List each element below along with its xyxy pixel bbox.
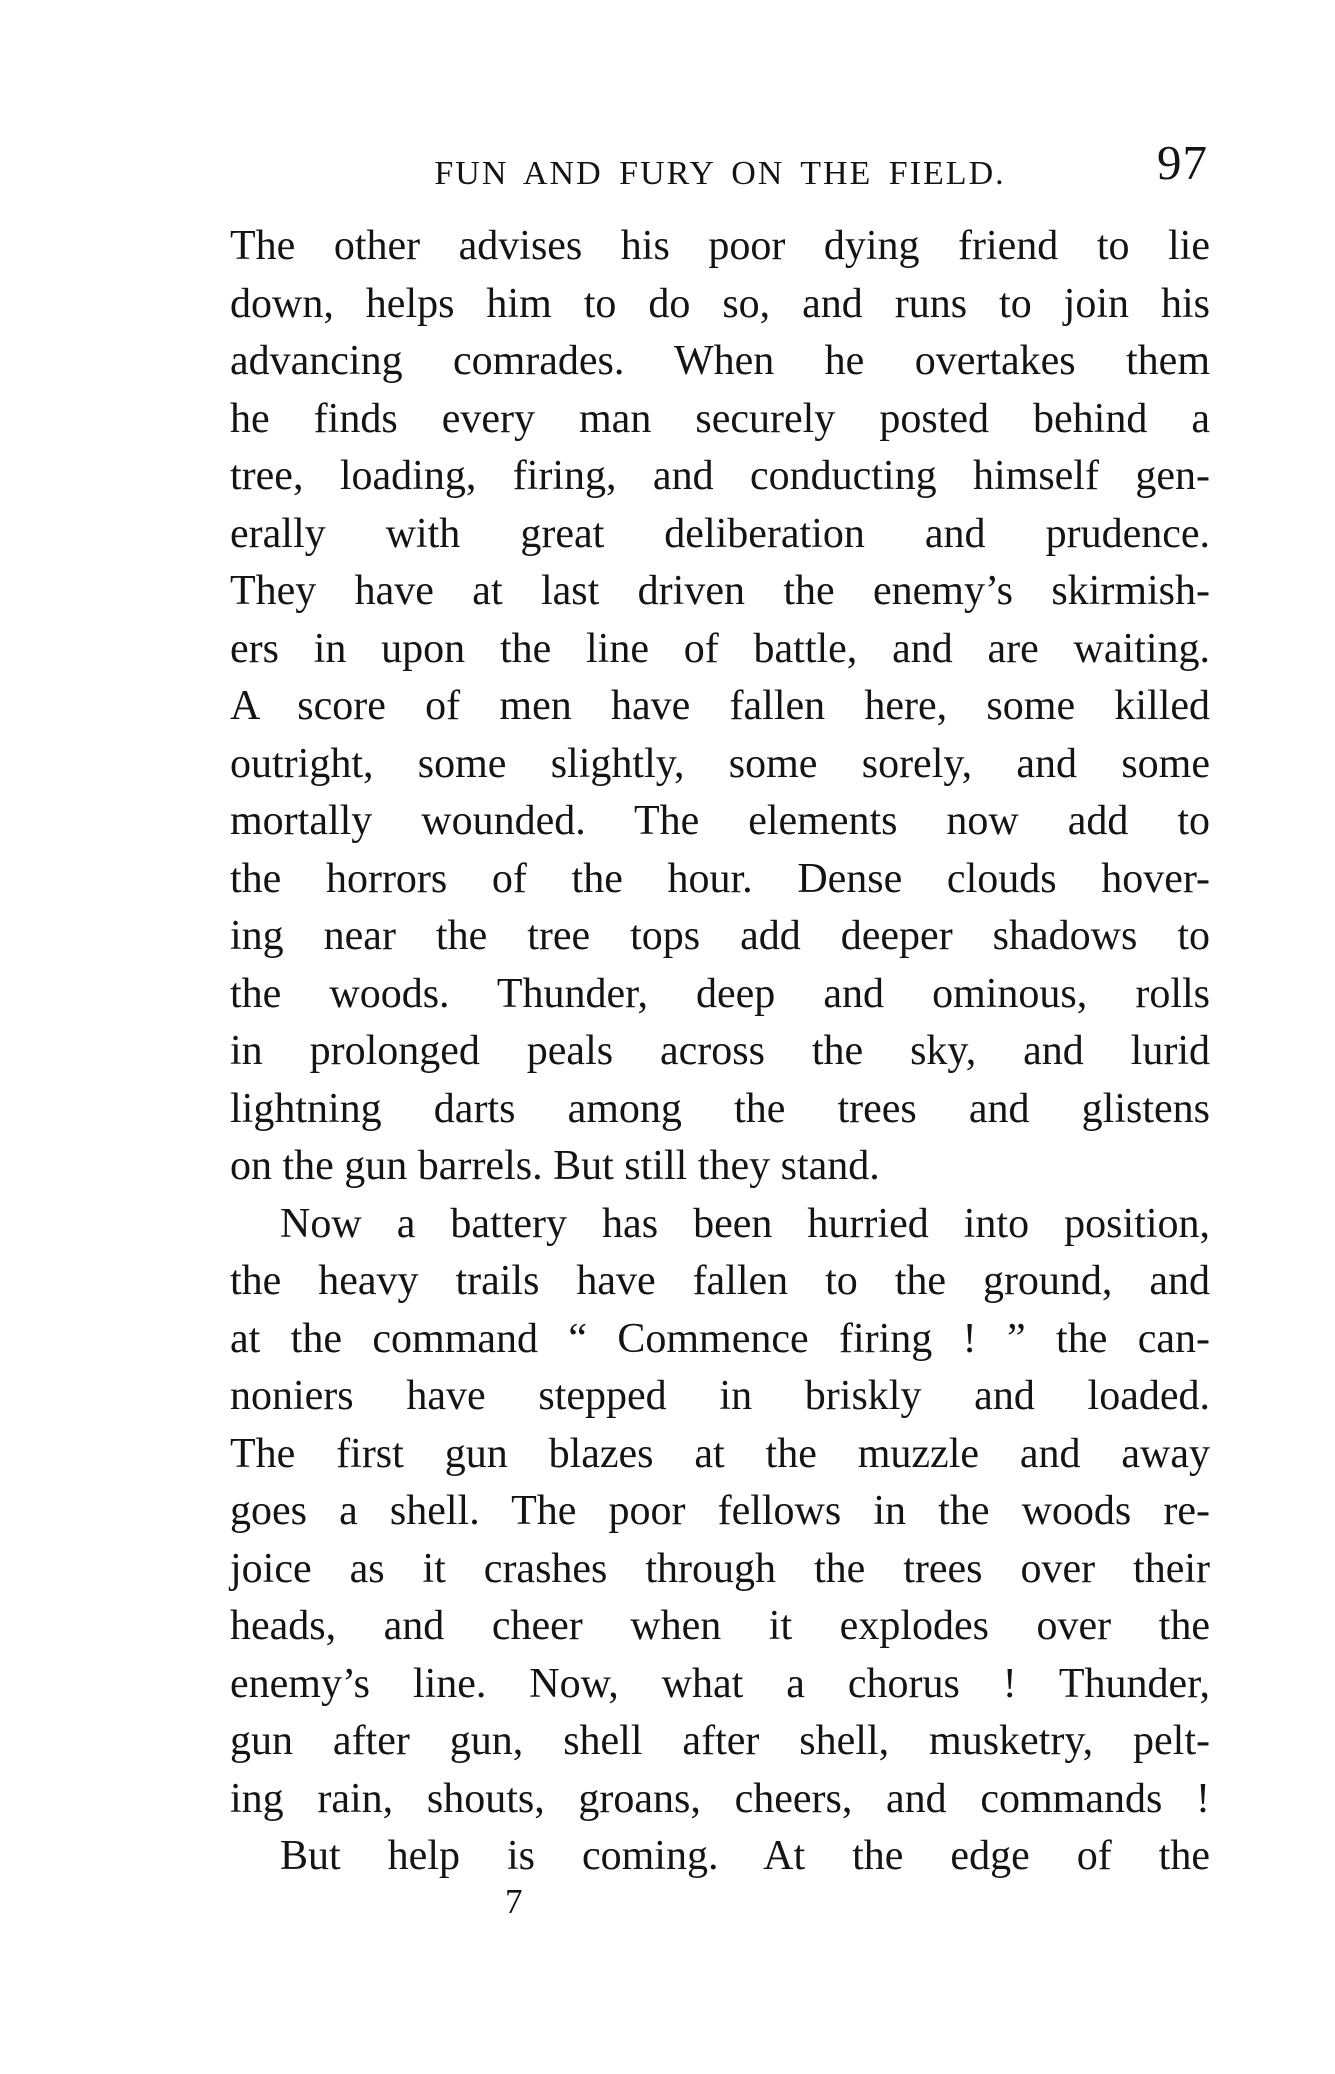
text-line: gun after gun, shell after shell, musketry, pelt-: [230, 1718, 1210, 1764]
text-line: down, helps him to do so, and runs to join his: [230, 280, 1210, 327]
text-line: noniers have stepped in briskly and loaded.: [230, 1373, 1210, 1419]
text-line: in prolonged peals across the sky, and lurid: [230, 1028, 1210, 1074]
text-line: tree, loading, firing, and conducting himself gen-: [230, 453, 1210, 499]
text-line: joice as it crashes through the trees over their: [230, 1545, 1210, 1592]
text-line: goes a shell. The poor fellows in the woods re-: [230, 1488, 1210, 1534]
text-line: at the command “ Commence firing ! ” the can-: [230, 1315, 1210, 1362]
text-line: lightning darts among the trees and glistens: [230, 1085, 1210, 1132]
text-line: ing rain, shouts, groans, cheers, and commands !: [230, 1775, 1210, 1822]
text-line: on the gun barrels. But still they stand.: [230, 1143, 880, 1189]
text-line: ers in upon the line of battle, and are waiting.: [230, 625, 1210, 672]
text-line: The other advises his poor dying friend to lie: [230, 223, 1210, 269]
chapter-header-title: FUN AND FURY ON THE FIELD.: [434, 155, 1006, 192]
text-line: enemy’s line. Now, what a chorus ! Thunder,: [230, 1660, 1210, 1707]
signature-mark: 7: [505, 1882, 523, 1921]
text-line: the woods. Thunder, deep and ominous, rolls: [230, 970, 1210, 1017]
text-line: the horrors of the hour. Dense clouds hover-: [230, 855, 1210, 902]
text-line: the heavy trails have fallen to the ground, and: [230, 1258, 1210, 1304]
text-line: outright, some slightly, some sorely, and some: [230, 740, 1210, 787]
text-line: advancing comrades. When he overtakes them: [230, 338, 1210, 384]
text-line: Now a battery has been hurried into position,: [280, 1200, 1210, 1247]
text-line: erally with great deliberation and prudence.: [230, 510, 1210, 557]
text-line: ing near the tree tops add deeper shadows to: [230, 913, 1210, 959]
text-line: They have at last driven the enemy’s skirmish-: [230, 568, 1210, 614]
text-line: heads, and cheer when it explodes over the: [230, 1603, 1210, 1649]
running-header: [230, 135, 1210, 200]
body-text: [230, 218, 1210, 1886]
page-number: 97: [1157, 135, 1208, 190]
text-line: A score of men have fallen here, some killed: [230, 683, 1210, 729]
text-line: The first gun blazes at the muzzle and away: [230, 1430, 1210, 1477]
text-line: mortally wounded. The elements now add to: [230, 798, 1210, 844]
text-line: But help is coming. At the edge of the: [280, 1833, 1210, 1879]
text-line: he finds every man securely posted behind a: [230, 395, 1210, 442]
